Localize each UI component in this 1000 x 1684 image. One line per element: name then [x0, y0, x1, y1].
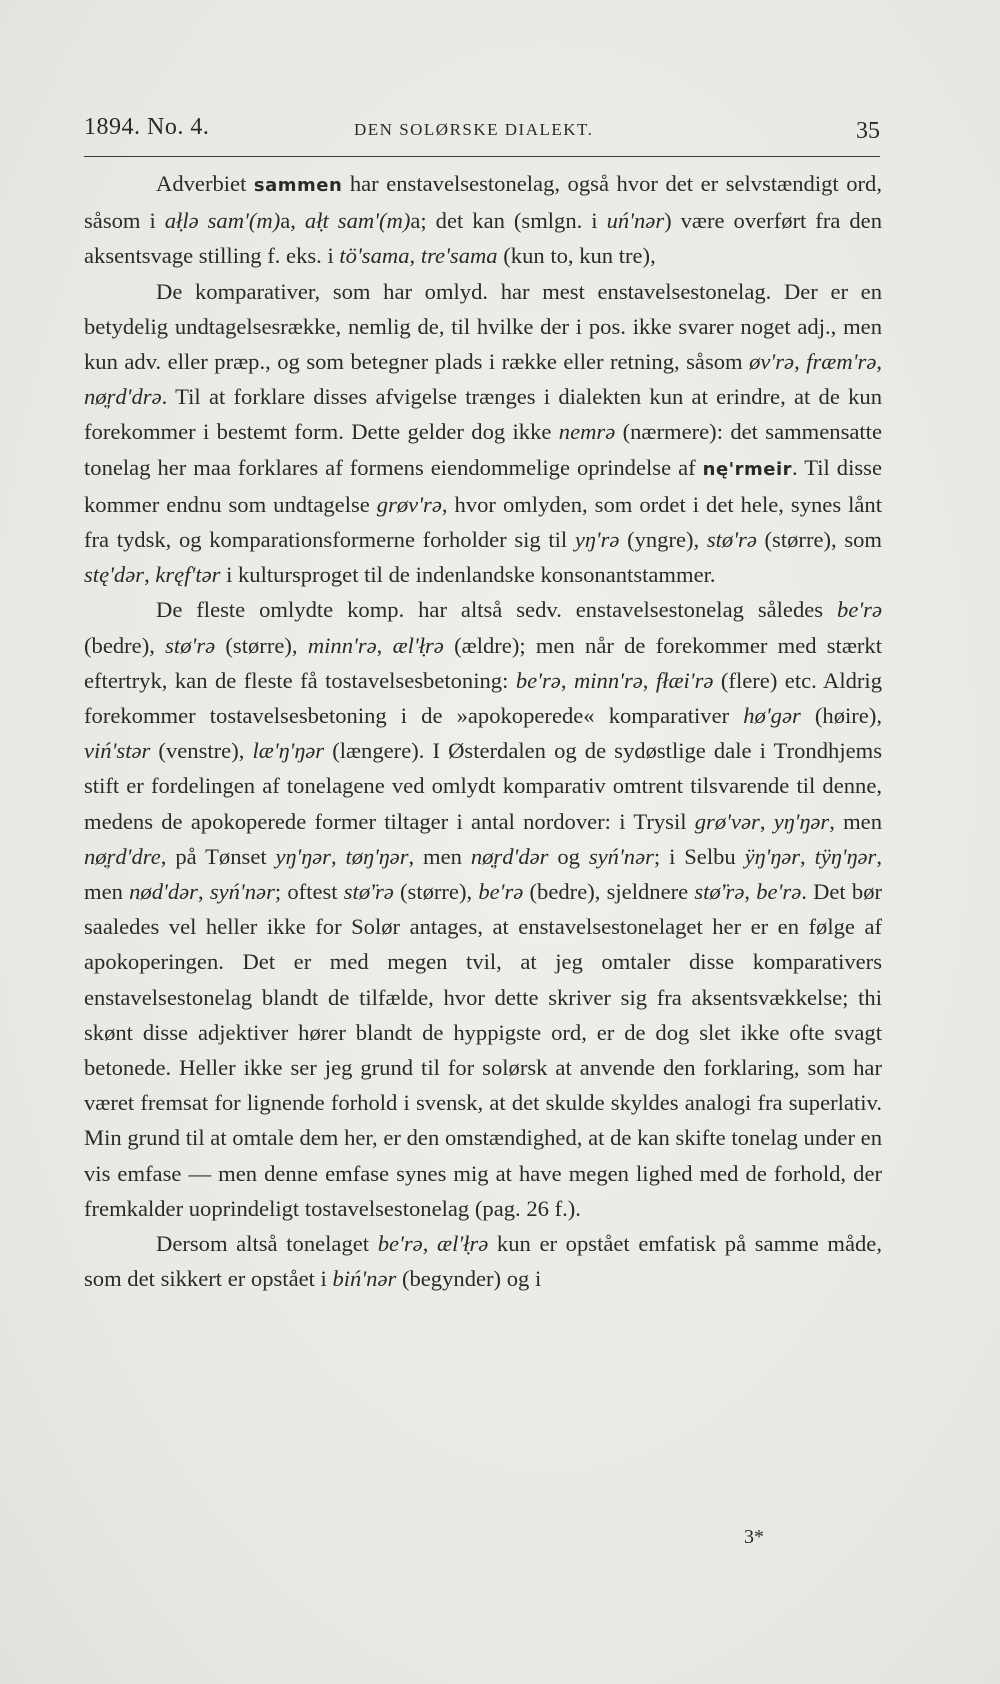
text-run: (flere) etc. Aldrig forekommer tostavelsesbetoning i de »apokoperede« komparativer [84, 667, 882, 729]
paragraph-1 [84, 166, 882, 274]
text-run: (ældre); men når de forekommer med stærkt eftertryk, kan de fleste få tostavelsesbetoning: [84, 632, 883, 693]
text-run [199, 208, 208, 233]
text-run: De fleste omlydte komp. har altså sedv. enstavelsestonelag således [156, 597, 838, 623]
phonetic-form: fræm'rə [806, 349, 877, 375]
text-run: (større), [215, 632, 308, 658]
body-text [84, 166, 882, 1297]
phonetic-form: hø'gər [743, 703, 801, 729]
text-run: , på Tønset [160, 843, 276, 869]
phonetic-form: stø'rə [706, 527, 757, 553]
text-run: , [560, 667, 574, 693]
phonetic-form: tö'sama [339, 243, 410, 269]
phonetic-form: ÿŋ'ŋər [744, 843, 801, 869]
text-run: . Det bør saaledes vel heller ikke for Solør antages, at enstavelsestonelaget her er en følge af apokoperingen. Det er med megen tvil, at jeg omtaler disse komparativers enstavelsestonelag blandt de tilfælde, hvor dette skriver sig fra aksentsvækkelse; thi skønt disse adjektiver hører blandt de hyppigste ord, er de dog slet ikke ofte svagt betonede. Heller ikke ser jeg grund til for solørsk at anvende den forklaring, som har været fremsat for lignende forhold i svensk, at det skulde skyldes analogi fra superlativ. Min grund til at omtale dem her, er den omstændighed, at de kan skifte tonelag under en vis emfase — men denne emfase synes mig at have megen lighed med de forhold, der fremkalder uoprindeligt tostavelsestonelag (pag. 26 f.). [84, 879, 883, 1221]
phonetic-form: æl'ł̣rə [392, 632, 444, 658]
text-run: (kun to, kun tre), [497, 243, 656, 269]
phonetic-form: ał̣t [304, 208, 329, 234]
text-run: Dersom altså tonelaget [156, 1231, 378, 1257]
text-run: (begynder) og i [396, 1266, 542, 1292]
text-run: , men [408, 843, 471, 869]
text-run: har enstavelsestonelag, også hvor det er selvstændigt ord, såsom i [84, 171, 882, 234]
phonetic-form: ał̣lə [164, 208, 199, 234]
phonetic-form: yŋ'ŋər [275, 843, 331, 869]
phonetic-form: uń'nər [606, 208, 665, 234]
text-run: kun er opstået emfatisk på samme måde, som det sikkert er opstået i [84, 1231, 882, 1292]
phonetic-form: syń'nər [588, 843, 654, 869]
phonetic-form: yŋ'rə [574, 527, 620, 553]
text-run: (bedre), [84, 632, 166, 658]
phonetic-form: kręf'tər [155, 562, 221, 588]
phonetic-form: stø'rə [165, 632, 216, 658]
phonetic-form: nød'dər [129, 879, 198, 905]
text-run: De komparativer, som har omlyd. har mest enstavelsestonelag. Der er en betydelig undtagelsesrække, nemlig de, til hvilke der i pos. ikke svarer noget adj., men kun adv. eller præp., og som betegner plads i række eller retning, såsom [84, 278, 882, 375]
text-run: (bedre), sjeldnere [523, 879, 695, 905]
phonetic-form: sam'(m) [207, 208, 281, 234]
text-run: , [759, 808, 774, 834]
phonetic-form: stø̈'rə [694, 879, 745, 905]
text-run: (længere). I Østerdalen og de sydøstlige dale i Trondhjems stift er fordelingen af tonelagene ved omlydt komparativ omtrent tilsvarende til denne, medens de apokoperede former tiltager i antal nordover: i Trysil [84, 738, 882, 834]
text-run: , [376, 632, 393, 658]
text-run: , [794, 349, 807, 375]
text-run: , [409, 243, 421, 269]
text-run: (større), [393, 879, 479, 905]
text-run: , [800, 843, 815, 869]
phonetic-form: minn'rə [573, 667, 643, 693]
phonetic-form: grø'vər [694, 808, 760, 834]
paragraph-3 [84, 592, 882, 1226]
text-run: og [548, 843, 589, 869]
phonetic-form: fłæi'rə [655, 667, 714, 693]
phonetic-form: be'rə [756, 879, 802, 905]
text-run: . Til disse kommer endnu som undtagelse [84, 454, 882, 517]
phonetic-form: syń'nər [209, 879, 275, 905]
paragraph-4 [84, 1226, 882, 1296]
text-run: a; det kan (smlgn. i [410, 208, 607, 234]
emphasized-word: sammen [253, 175, 343, 196]
text-run: , [422, 1231, 437, 1257]
phonetic-form: yŋ'ŋər [773, 808, 830, 834]
phonetic-form: tøŋ'ŋər [345, 843, 409, 869]
text-run: ; i Selbu [653, 843, 745, 869]
phonetic-form: tÿŋ'ŋər [814, 843, 877, 869]
text-run: , [876, 349, 882, 375]
phonetic-form: nø̣ŗd'drə [84, 384, 162, 410]
emphasized-word: nę'rmeir [702, 458, 793, 480]
text-run: (høire), [800, 703, 882, 729]
text-run: (yngre), [619, 527, 707, 553]
phonetic-form: nemrə [558, 419, 616, 445]
text-run: , [642, 667, 656, 693]
phonetic-form: minn'rə [307, 632, 377, 658]
running-title: DEN SOLØRSKE DIALEKT. [354, 120, 594, 139]
phonetic-form: nø̣ŗd'dre [84, 843, 161, 869]
text-run: (nærmere): det sammensatte tonelag her maa forklares af formens eiendommelige oprindelse af [84, 419, 882, 480]
issue-number: 1894. No. 4. [84, 114, 210, 140]
phonetic-form: stę'dər [84, 562, 145, 588]
text-run: , hvor omlyden, som ordet i det hele, synes lånt fra tydsk, og komparationsformerne forholder sig til [84, 491, 882, 553]
text-run: ; oftest [274, 879, 344, 905]
phonetic-form: øv'rə [749, 349, 795, 375]
text-run: , [744, 879, 757, 905]
text-run: Adverbiet [156, 171, 254, 196]
text-run: (venstre), [150, 738, 253, 764]
phonetic-form: be'rə [515, 667, 561, 693]
text-run [329, 208, 338, 233]
paragraph-2 [84, 274, 882, 593]
text-run: , [330, 843, 346, 869]
phonetic-form: biń'nər [332, 1266, 397, 1292]
signature-mark: 3* [744, 1526, 764, 1548]
phonetic-form: viń'stər [84, 738, 151, 764]
phonetic-form: nø̣ŗd'dər [470, 843, 549, 869]
phonetic-form: be'rə [478, 879, 524, 905]
phonetic-form: stø̈'rə [343, 879, 394, 905]
text-run: ) være overført fra den aksentsvage stilling f. eks. i [84, 208, 882, 269]
running-header [84, 106, 880, 146]
text-run: , men [84, 843, 882, 905]
text-run: (større), som [756, 527, 882, 553]
header-rule [84, 156, 880, 157]
text-run: , men [829, 808, 882, 834]
phonetic-form: læ'ŋ'ŋər [252, 738, 325, 764]
text-run: a, [280, 208, 305, 234]
phonetic-form: sam'(m) [337, 208, 411, 234]
text-run: i kultursproget til de indenlandske konsonantstammer. [220, 562, 716, 588]
phonetic-form: be'rə [377, 1231, 423, 1257]
phonetic-form: æl'ł̣rə [437, 1231, 489, 1257]
text-run: , [144, 562, 156, 588]
phonetic-form: be'rə [837, 597, 882, 623]
page-number: 35 [856, 118, 880, 144]
text-run: . Til at forklare disses afvigelse trænges i dialekten kun at erindre, at de kun forekommer i bestemt form. Dette gelder dog ikke [84, 384, 882, 445]
phonetic-form: grøv'rə [376, 491, 442, 517]
phonetic-form: tre'sama [420, 243, 498, 269]
text-run: , [197, 879, 210, 905]
